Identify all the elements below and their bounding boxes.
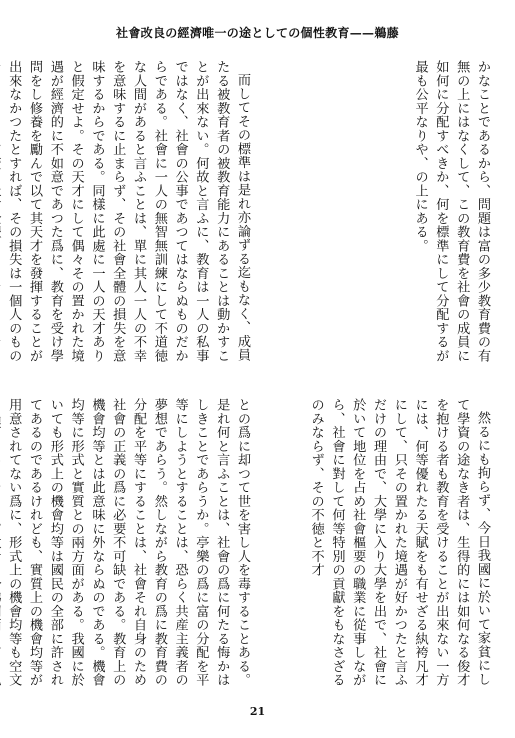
- upper-paragraph-1: かなことであるから、問題は富の多少教育費の有無の上にはなくして、この教育費を社會の成員に如何に分配すべきか、何を標準にして分配するが最も公平なりや、の上にある。: [412, 60, 490, 363]
- lower-text-block-left: [6, 398, 252, 698]
- page-number: 21: [249, 705, 266, 718]
- lower-paragraph-2: との爲に却つて世を害し人を毒することある。是れ何と言ふことは、社會の爲に何たる悔かはしきことであらうか。亭樂の爲に富の分配を平等にしようとすることは、恐らく共産主義者の夢想であらう。然しながら教育の爲に教育費の分配を平等にすることは、社會それ自身のため社會の正義の爲に必要不可缺である。教育上の機會均等とは此意味に外ならぬのである。機會均等に形式と實質との兩方面がある。我國に於いても形式上の機會均等は國民の全部に許されてあるのであるけれども、實質上の機會均等が用意されてない爲に、形式上の機會均等も空文: [6, 398, 250, 687]
- lower-text-block-right: [266, 398, 492, 698]
- running-header: 社會改良の經濟唯一の途としての個性教育——鵜藤: [116, 26, 399, 40]
- upper-paragraph-2: 而してその標準は是れ亦論ずる迄もなく、成員たる被教育者の被教育能力にあることは動かすことが出來ない。何故と言ふに、教育は一人の私事ではなく、社會の公事であつてはならぬものだからである。社會に一人の無智無訓練にして不道徳な人間があると言ふことは、單に其人一人の不幸を意味するに止まらず、その社會全體の損失を意味するからである。同樣に此處に一人の天才ありと假定せよ。その天才にして偶々その置かれた境遇が經濟的に不如意であつた爲に、教育を受け學問をし修養を勵んで以て其天才を發揮することが出來なかつたとすれば、その損失は一個人のもの: [6, 60, 250, 363]
- upper-text-block-left: [6, 60, 252, 372]
- lower-paragraph-1: 然るにも拘らず、今日我國に於いて家貧にして學資の途なき者は、生得的には如何なる俊才を抱ける者も教育を受けることが出來ない一方には、何等優れたる天賦をも有せざる紈袴凡才にして、只その置かれた境遇が好かつたと言ふだけの理由で、大學に入り大學を出で、社會に於いて地位を占め社會樞要の職業に從事しながら、社會に對して何等特別の貢獻をもなさざるのみならず、その不徳と不才: [308, 398, 490, 687]
- upper-text-block-right: [266, 60, 492, 372]
